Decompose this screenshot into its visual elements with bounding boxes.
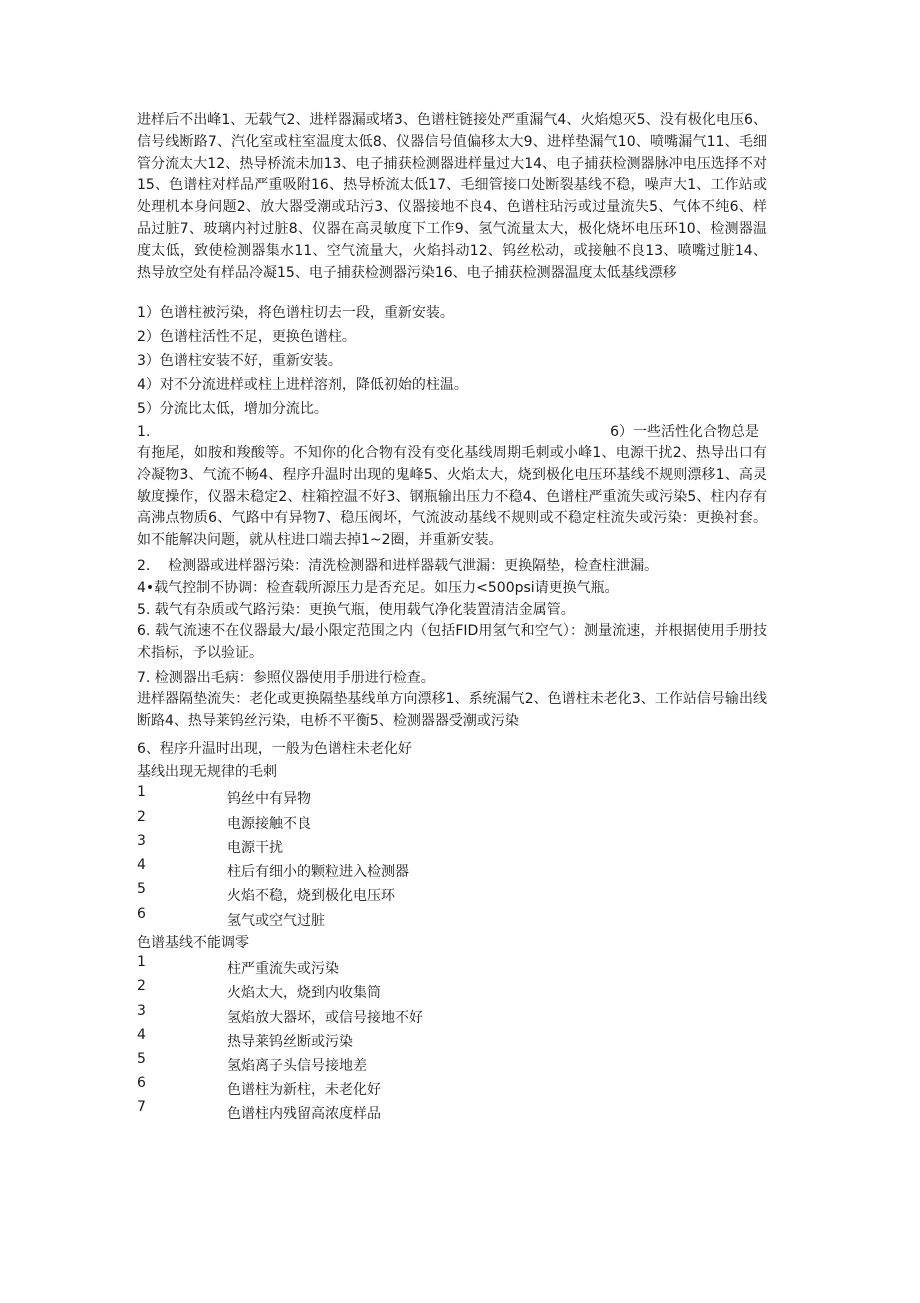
solution-line-3: 3）色谱柱安装不好，重新安装。 — [137, 353, 342, 369]
solution-line-2: 2）色谱柱活性不足，更换色谱柱。 — [137, 329, 356, 345]
list-item-text: 电源接触不良 — [227, 816, 311, 832]
list-item-number: 1 — [137, 784, 146, 800]
list-item-number: 1 — [137, 954, 146, 970]
split-line-right: 6）一些活性化合物总是 — [610, 424, 759, 440]
list-item-text: 氢气或空气过脏 — [227, 913, 325, 929]
list-item-number: 7 — [137, 1099, 146, 1115]
list-item — [137, 954, 767, 980]
split-line — [137, 421, 767, 443]
list-item — [137, 1099, 767, 1125]
list-item — [137, 978, 767, 1004]
solution-line-1: 1）色谱柱被污染，将色谱柱切去一段，重新安装。 — [137, 305, 454, 321]
list-item-number: 3 — [137, 833, 146, 849]
troubleshooting-paragraph-2: 有拖尾，如胺和羧酸等。不知你的化合物有没有变化基线周期毛刺或小峰1、电源干扰2、热导出口有冷凝物3、气流不畅4、程序升温时出现的鬼峰5、火焰太大，烧到极化电压环基线不规则漂移1、高灵敏度操作，仪器未稳定2、柱箱控温不好3、钢瓶输出压力不稳4、色谱柱严重流失或污染5、柱内存有高沸点物质6、气路中有异物7、稳压阀坏，气流波动基线不规则或不稳定柱流失或污染：更换衬套。如不能解决问题，就从柱进口端去掉1~2圈，并重新安装。 — [137, 445, 767, 549]
troubleshooting-paragraph-1: 进样后不出峰1、无载气2、进样器漏或堵3、色谱柱链接处严重漏气4、火焰熄灭5、没有极化电压6、信号线断路7、汽化室或柱室温度太低8、仪器信号值偏移太大9、进样垫漏气10、喷嘴漏气11、毛细管分流太大12、热导桥流未加13、电子捕获检测器进样量过大14、电子捕获检测器脉冲电压选择不对15、色谱柱对样品严重吸附16、热导桥流太低17、毛细管接口处断裂基线不稳，噪声大1、工作站或处理机本身问题2、放大器受潮或玷污3、仪器接地不良4、色谱柱玷污或过量流失5、气体不纯6、样品过脏7、玻璃内衬过脏8、仪器在高灵敏度下工作9、氢气流量太大，极化烧坏电压环10、检测器温度太低，致使检测器集水11、空气流量大，火焰抖动12、钨丝松动，或接触不良13、喷嘴过脏14、热导放空处有样品冷凝15、电子捕获检测器污染16、电子捕获检测器温度太低基线漂移 — [137, 112, 767, 281]
list-item-text: 色谱柱为新柱，未老化好 — [227, 1082, 381, 1098]
step-line-2: 2. 检测器或进样器污染：清洗检测器和进样器载气泄漏：更换隔垫，检查柱泄漏。 — [137, 558, 659, 574]
list-item — [137, 881, 767, 907]
list-item-text: 电源干扰 — [227, 840, 283, 856]
list-item-number: 4 — [137, 1027, 146, 1043]
list-item-text: 色谱柱内残留高浓度样品 — [227, 1106, 381, 1122]
list-item-number: 5 — [137, 881, 146, 897]
program-temp-line: 6、程序升温时出现，一般为色谱柱未老化好 — [137, 741, 412, 757]
list-item-text: 钨丝中有异物 — [227, 791, 311, 807]
list-item-number: 4 — [137, 857, 146, 873]
list-item — [137, 1051, 767, 1077]
list-item-text: 氢焰离子头信号接地差 — [227, 1058, 367, 1074]
step-line-5: 5. 载气有杂质或气路污染：更换气瓶，使用载气净化装置清洁金属管。 — [137, 602, 575, 618]
list-item-text: 火焰不稳，烧到极化电压环 — [227, 888, 395, 904]
list-item — [137, 1027, 767, 1053]
step-line-7: 7. 检测器出毛病：参照仪器使用手册进行检查。 — [137, 670, 435, 686]
list-item-text: 氢焰放大器坏，或信号接地不好 — [227, 1010, 423, 1026]
list-item-number: 2 — [137, 978, 146, 994]
section-title-spikes: 基线出现无规律的毛刺 — [137, 764, 277, 780]
list-item-text: 柱严重流失或污染 — [227, 961, 339, 977]
list-item — [137, 833, 767, 859]
split-line-left: 1. — [137, 424, 151, 440]
step-line-6: 6. 载气流速不在仪器最大/最小限定范围之内（包括FID用氢气和空气）：测量流速，并根据使用手册技术指标，予以验证。 — [137, 623, 767, 661]
list-item-text: 柱后有细小的颗粒进入检测器 — [227, 864, 409, 880]
list-item-text: 火焰太大，烧到内收集筒 — [227, 985, 381, 1001]
troubleshooting-paragraph-3: 进样器隔垫流失：老化或更换隔垫基线单方向漂移1、系统漏气2、色谱柱未老化3、工作站信号输出线断路4、热导莱钨丝污染，电桥不平衡5、检测器器受潮或污染 — [137, 691, 767, 729]
list-item — [137, 906, 767, 932]
list-item — [137, 809, 767, 835]
list-item-number: 6 — [137, 906, 146, 922]
step-line-4: 4•载气控制不协调：检查载所源压力是否充足。如压力<500psi请更换气瓶。 — [137, 580, 619, 596]
solution-line-4: 4）对不分流进样或柱上进样溶剂，降低初始的柱温。 — [137, 377, 468, 393]
list-item — [137, 1003, 767, 1029]
solution-line-5: 5）分流比太低，增加分流比。 — [137, 401, 328, 417]
list-item-number: 5 — [137, 1051, 146, 1067]
list-item-text: 热导莱钨丝断或污染 — [227, 1034, 353, 1050]
list-item — [137, 784, 767, 810]
section-title-zero: 色谱基线不能调零 — [137, 935, 249, 951]
list-item-number: 6 — [137, 1075, 146, 1091]
list-item — [137, 857, 767, 883]
list-item — [137, 1075, 767, 1101]
list-item-number: 2 — [137, 809, 146, 825]
list-item-number: 3 — [137, 1003, 146, 1019]
